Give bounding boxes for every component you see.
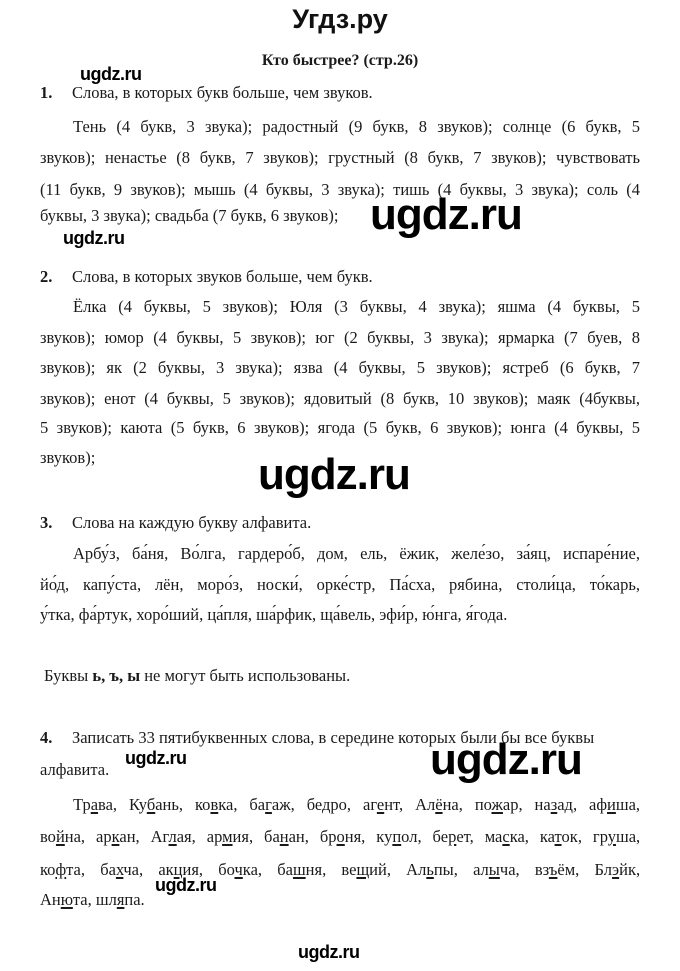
task-3-line: йо́д, капу́ста, лён, моро́з, носки́, орке́стр, Па́сха, рябина, столи́ца, то́карь, <box>40 575 640 594</box>
task-title-text: Слова, в которых звуков больше, чем букв. <box>72 267 373 286</box>
watermark: ugdz.ru <box>430 735 582 784</box>
word: каток, <box>539 827 582 846</box>
middle-letter: ф <box>55 860 67 879</box>
middle-letter: ц <box>173 860 183 879</box>
task-4-line <box>40 890 640 910</box>
middle-letter: д <box>322 795 331 814</box>
watermark: ugdz.ru <box>370 190 522 239</box>
watermark: ugdz.ru <box>258 450 410 499</box>
middle-letter: й <box>55 827 65 846</box>
word: аркан, <box>96 827 140 846</box>
middle-letter: н <box>279 827 289 846</box>
middle-letter: л <box>168 827 177 846</box>
middle-letter: и <box>607 795 616 814</box>
middle-letter: ч <box>234 860 243 879</box>
middle-letter: у <box>607 827 616 846</box>
word: купол, <box>376 827 422 846</box>
word: Алёна, <box>415 795 463 814</box>
task-1-line: буквы, 3 звука); свадьба (7 букв, 6 звуков); <box>40 206 339 225</box>
middle-letter: х <box>115 860 124 879</box>
middle-letter: ъ <box>548 860 558 879</box>
note-bold-letters: ь, ъ, ы <box>92 666 141 685</box>
word: бочка, <box>218 860 263 879</box>
word: взъём, <box>534 860 580 879</box>
word: маска, <box>484 827 529 846</box>
middle-letter: к <box>111 827 120 846</box>
word: Анюта, <box>40 890 92 909</box>
word: война, <box>40 827 86 846</box>
page-heading: Кто быстрее? (стр.26) <box>261 52 419 69</box>
task-1-line: (11 букв, 9 звуков); мышь (4 буквы, 3 звука); тишь (4 буквы, 3 звука); соль (4 <box>40 180 640 199</box>
task-number: 4. <box>40 728 53 747</box>
watermark: ugdz.ru <box>155 875 217 895</box>
middle-letter: з <box>550 795 558 814</box>
word: Блэйк, <box>594 860 641 879</box>
word: агент, <box>363 795 404 814</box>
task-number: 3. <box>40 513 53 532</box>
task-1-title <box>40 83 373 103</box>
watermark: ugdz.ru <box>298 942 360 962</box>
word: Кубань, <box>129 795 184 814</box>
task-title-text: Слова на каждую букву алфавита. <box>72 513 312 532</box>
word: вещий, <box>341 860 391 879</box>
note-prefix: Буквы <box>44 666 93 685</box>
word: армия, <box>206 827 254 846</box>
middle-letter: п <box>392 827 402 846</box>
word: ковка, <box>195 795 238 814</box>
middle-letter: м <box>222 827 233 846</box>
task-number: 1. <box>40 83 53 102</box>
middle-letter: ж <box>491 795 503 814</box>
task-3-note <box>44 666 350 686</box>
middle-letter: б <box>146 795 156 814</box>
word: бедро, <box>306 795 352 814</box>
task-4-line <box>73 795 640 815</box>
word: банан, <box>264 827 309 846</box>
task-3-line: Арбу́з, ба́ня, Во́лга, гардеро́б, дом, ель, ёжик, желе́зо, за́яц, испаре́ние, <box>73 544 640 563</box>
word: броня, <box>319 827 366 846</box>
task-2-line: 5 звуков); каюта (5 букв, 6 звуков); ягода (5 букв, 6 звуков); юнга (4 буквы, 5 <box>40 418 640 437</box>
task-2-line: звуков); <box>40 448 96 467</box>
middle-letter: т <box>554 827 562 846</box>
middle-letter: г <box>265 795 272 814</box>
middle-letter: щ <box>356 860 370 879</box>
word: шляпа. <box>95 890 145 909</box>
watermark: ugdz.ru <box>63 228 125 248</box>
word: башня, <box>277 860 327 879</box>
middle-letter: ё <box>435 795 443 814</box>
task-4-line <box>40 827 640 847</box>
task-2-title <box>40 267 373 287</box>
middle-letter: э <box>612 860 620 879</box>
task-3-line: у́тка, фа́ртук, хоро́ший, ца́пля, ша́рфик, ща́вель, эфи́р, ю́нга, я́года. <box>40 605 508 624</box>
site-title: Угдз.ру <box>292 4 388 34</box>
middle-letter: ь <box>426 860 434 879</box>
middle-letter: ю <box>60 890 73 909</box>
word: бахча, <box>100 860 144 879</box>
word: Альпы, <box>406 860 458 879</box>
middle-letter: а <box>90 795 99 814</box>
word: берет, <box>432 827 474 846</box>
task-title-text: Слова, в которых букв больше, чем звуков. <box>72 83 373 102</box>
watermark: ugdz.ru <box>80 64 142 84</box>
task-4-line <box>40 860 640 880</box>
note-suffix: не могут быть использованы. <box>140 666 351 685</box>
word: кофта, <box>40 860 86 879</box>
middle-letter: е <box>376 795 385 814</box>
word: пожар, <box>474 795 523 814</box>
middle-letter: я <box>116 890 125 909</box>
word: Трава, <box>73 795 118 814</box>
task-title-text: Записать 33 пятибуквенных слова, в середине которых были бы все буквы <box>72 728 595 747</box>
word: акция, <box>158 860 204 879</box>
middle-letter: в <box>210 795 219 814</box>
middle-letter: ы <box>488 860 500 879</box>
middle-letter: ш <box>292 860 306 879</box>
word: груша, <box>592 827 641 846</box>
word: афиша, <box>589 795 641 814</box>
task-2-line: Ёлка (4 буквы, 5 звуков); Юля (3 буквы, 4 звука); яшма (4 буквы, 5 <box>73 297 640 316</box>
task-4-title <box>40 728 594 748</box>
word: багаж, <box>249 795 295 814</box>
middle-letter: с <box>502 827 510 846</box>
task-4-title-cont: алфавита. <box>40 760 110 779</box>
task-1-line: Тень (4 букв, 3 звука); радостный (9 букв, 8 звуков); солнце (6 букв, 5 <box>73 117 640 136</box>
task-1-line: звуков); ненастье (8 букв, 7 звуков); грустный (8 букв, 7 звуков); чувствовать <box>40 148 640 167</box>
middle-letter: о <box>336 827 345 846</box>
middle-letter: р <box>448 827 457 846</box>
task-2-line: звуков); юмор (4 буквы, 5 звуков); юг (2 буквы, 3 звука); ярмарка (7 буев, 8 <box>40 328 640 347</box>
task-2-line: звуков); як (2 буквы, 3 звука); язва (4 буквы, 5 звуков); ястреб (6 букв, 7 <box>40 358 640 377</box>
word: алыча, <box>473 860 520 879</box>
task-2-line: звуков); енот (4 буквы, 5 звуков); ядовитый (8 букв, 10 звуков); маяк (4буквы, <box>40 389 640 408</box>
watermark: ugdz.ru <box>125 748 187 768</box>
word: Аглая, <box>150 827 196 846</box>
word: назад, <box>534 795 578 814</box>
task-3-title <box>40 513 311 533</box>
task-number: 2. <box>40 267 53 286</box>
